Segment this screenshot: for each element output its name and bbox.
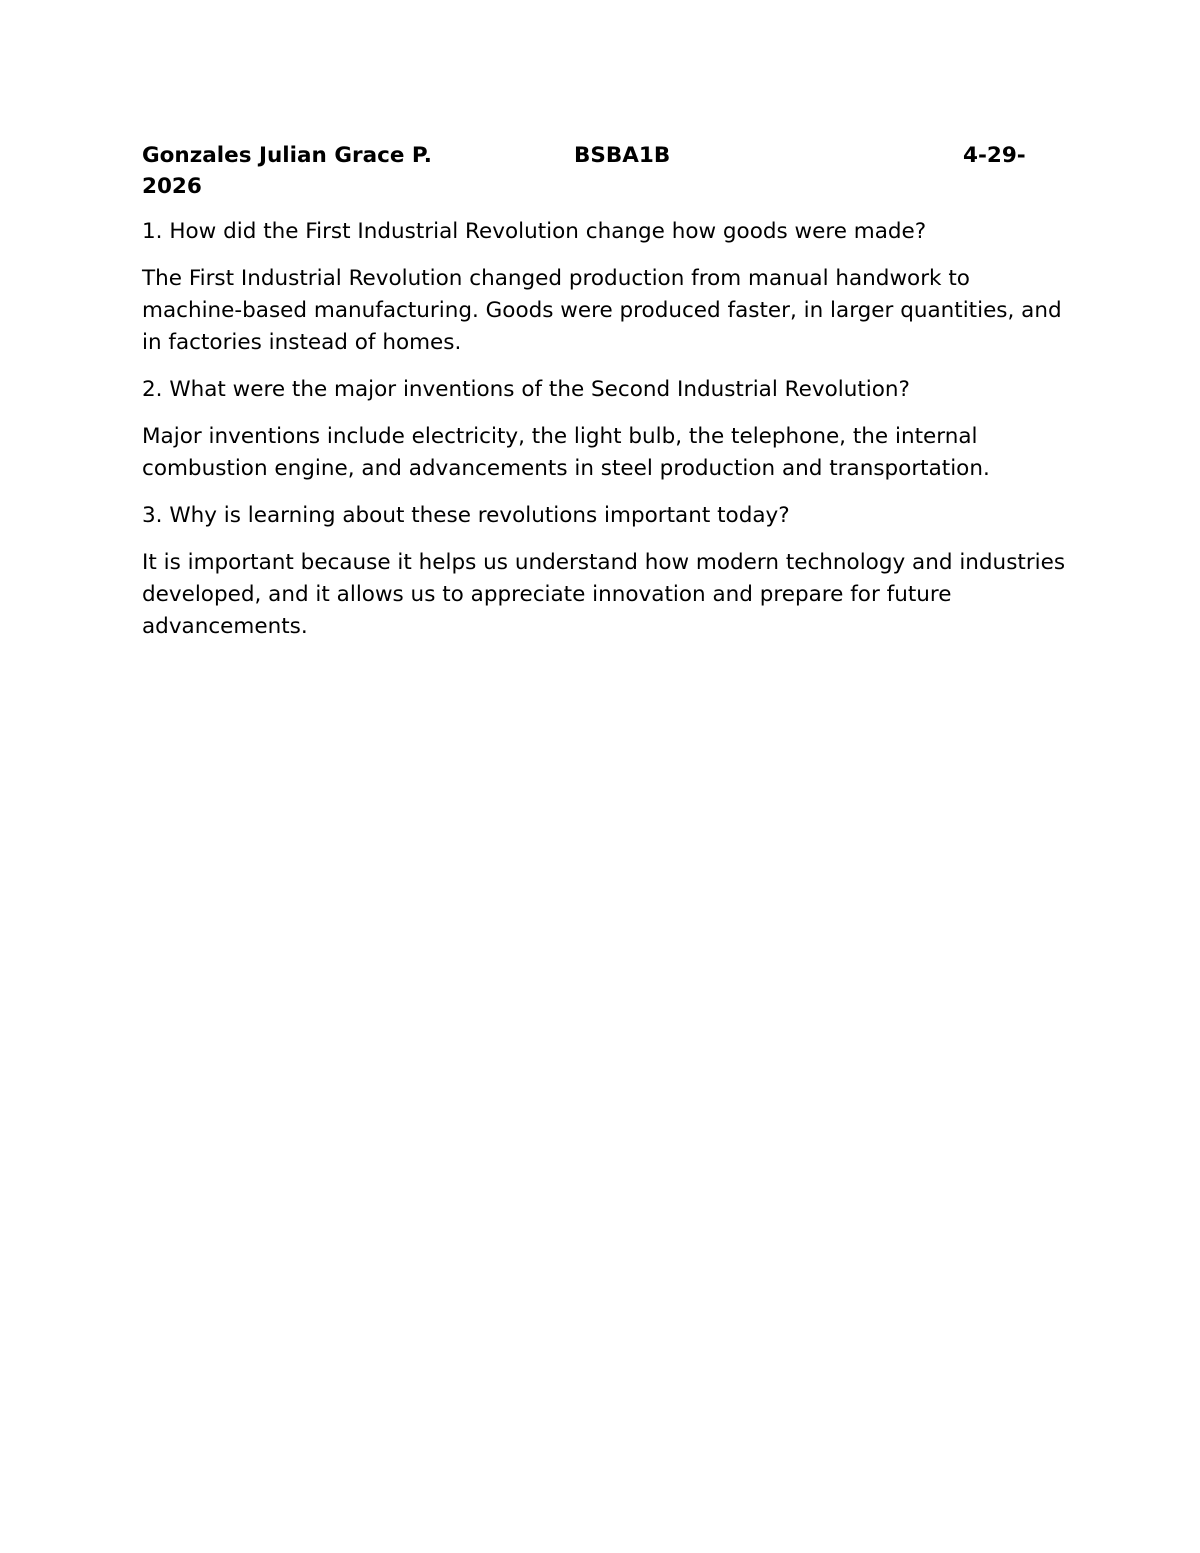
answer-2: Major inventions include electricity, the light bulb, the telephone, the internal combustion engine, and advancements in steel production and transportation. — [142, 424, 990, 481]
question-3: 3. Why is learning about these revolutions important today? — [142, 503, 790, 528]
answer-3: It is important because it helps us understand how modern technology and industries developed, and it allows us to appreciate innovation and prepare for future advancements. — [142, 550, 1066, 639]
document-body — [142, 140, 1072, 658]
date-line-1: 4-29- — [963, 143, 1026, 168]
class-section: BSBA1B — [574, 143, 671, 168]
date-line-2: 2026 — [142, 174, 202, 199]
answer-1: The First Industrial Revolution changed production from manual handwork to machine-based manufacturing. Goods were produced faster, in larger quantities, and in factories instead of homes. — [142, 266, 1062, 355]
question-1: 1. How did the First Industrial Revolution change how goods were made? — [142, 219, 927, 244]
document-header — [142, 140, 1072, 202]
student-name: Gonzales Julian Grace P. — [142, 143, 432, 168]
question-2: 2. What were the major inventions of the Second Industrial Revolution? — [142, 377, 910, 402]
